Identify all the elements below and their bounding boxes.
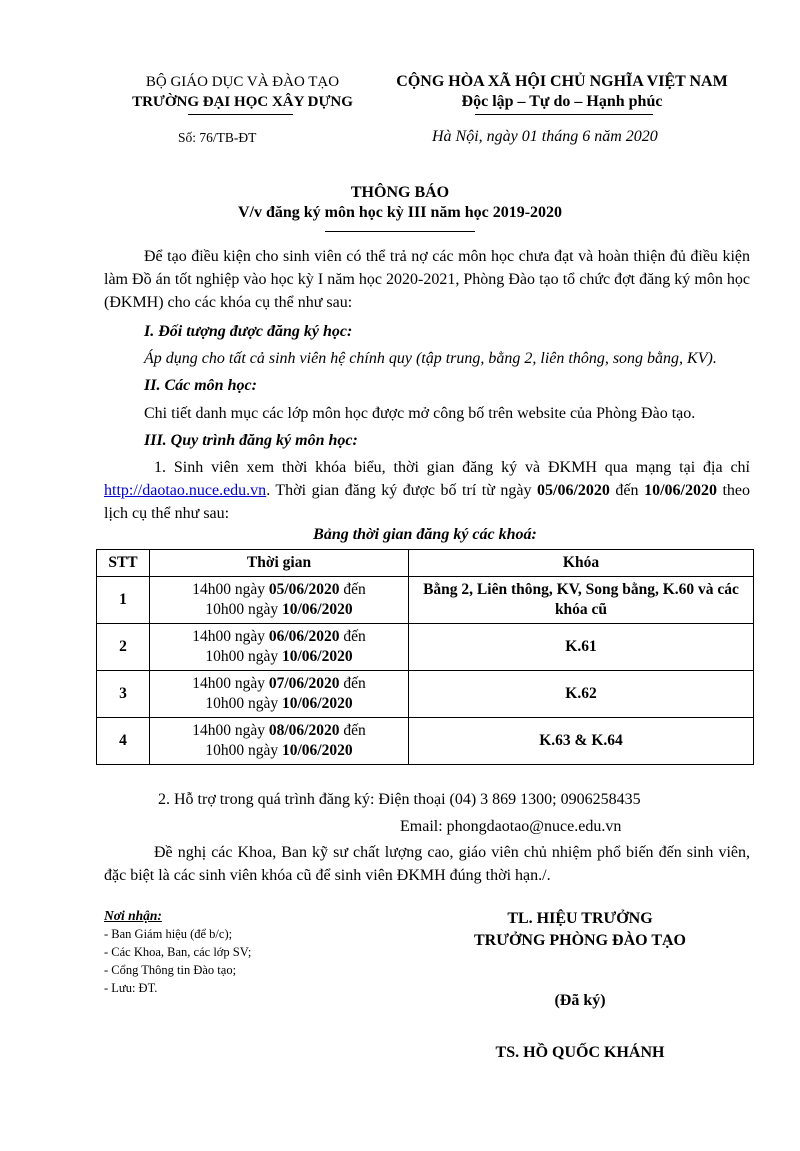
- notice-main-title: THÔNG BÁO: [350, 184, 450, 201]
- signature-title: [420, 908, 740, 952]
- closing-paragraph: Đề nghị các Khoa, Ban kỹ sư chất lượng cao, giáo viên chủ nhiệm phổ biến đến sinh viên, đặc biệt là các sinh viên khóa cũ để sinh viên ĐKMH đúng thời hạn./.: [104, 844, 750, 884]
- document-date: Hà Nội, ngày 01 tháng 6 năm 2020: [432, 128, 658, 145]
- row-stt: 4: [97, 718, 150, 765]
- time-end-date: 10/06/2020: [282, 695, 353, 712]
- step-1-text-a: 1. Sinh viên xem thời khóa biểu, thời gian đăng ký và ĐKMH qua mạng tại địa chỉ: [154, 459, 750, 476]
- start-date: 05/06/2020: [537, 482, 610, 499]
- recipient-item: - Các Khoa, Ban, các lớp SV;: [104, 945, 252, 959]
- support-email: Email: phongdaotao@nuce.edu.vn: [400, 818, 622, 835]
- notice-subject: V/v đăng ký môn học kỳ III năm học 2019-2020: [237, 204, 563, 221]
- time-end-date: 10/06/2020: [282, 601, 353, 618]
- section-2-text: Chi tiết danh mục các lớp môn học được mở công bố trên website của Phòng Đào tạo.: [144, 405, 696, 422]
- time-start-label: 14h00 ngày: [192, 722, 269, 739]
- end-date: 10/06/2020: [644, 482, 717, 499]
- row-stt: 1: [97, 577, 150, 624]
- section-3-heading: III. Quy trình đăng ký môn học:: [144, 432, 358, 449]
- time-end-label: 10h00 ngày: [205, 601, 282, 618]
- document-number: Số: 76/TB-ĐT: [178, 130, 257, 145]
- time-start-label: 14h00 ngày: [192, 581, 269, 598]
- header-stt: STT: [97, 550, 150, 577]
- step-1-text-d: theo lịch cụ thể như sau:: [104, 482, 751, 522]
- step-1-paragraph: [104, 456, 750, 525]
- notice-title: [130, 183, 670, 223]
- time-end-label: 10h00 ngày: [205, 648, 282, 665]
- row-time: [150, 577, 409, 624]
- time-end-date: 10/06/2020: [282, 742, 353, 759]
- table-caption: Bảng thời gian đăng ký các khoá:: [313, 526, 537, 543]
- row-stt: 3: [97, 671, 150, 718]
- step-1-text-c: đến: [609, 482, 639, 499]
- university-name: TRƯỜNG ĐẠI HỌC XÂY DỰNG: [132, 94, 353, 110]
- recipient-item: - Lưu: ĐT.: [104, 981, 158, 995]
- recipient-item: - Ban Giám hiệu (để b/c);: [104, 927, 233, 941]
- time-start-date: 06/06/2020: [268, 628, 340, 645]
- issuer-block: [100, 72, 385, 112]
- time-end-label: 10h00 ngày: [205, 695, 282, 712]
- country-name: CỘNG HÒA XÃ HỘI CHỦ NGHĨA VIỆT NAM: [396, 73, 728, 90]
- row-course: Bằng 2, Liên thông, KV, Song bằng, K.60 và các khóa cũ: [409, 577, 754, 624]
- signed-note: (Đã ký): [554, 992, 606, 1009]
- row-time: [150, 624, 409, 671]
- time-end-label: 10h00 ngày: [205, 742, 282, 759]
- registration-link[interactable]: http://daotao.nuce.edu.vn: [104, 482, 267, 499]
- table-row: [97, 718, 754, 765]
- table-row: [97, 671, 754, 718]
- title-underline: [325, 231, 475, 232]
- section-2-heading: II. Các môn học:: [144, 377, 257, 394]
- motto-underline: [475, 114, 653, 115]
- intro-paragraph: Để tạo điều kiện cho sinh viên có thể trả nợ các môn học chưa đạt và hoàn thiện đủ điều kiện làm Đồ án tốt nghiệp vào học kỳ I năm học 2020-2021, Phòng Đào tạo tổ chức đợt đăng ký môn học (ĐKMH) cho các khóa cụ thể như sau:: [104, 248, 750, 311]
- national-header: [372, 72, 752, 112]
- row-time: [150, 671, 409, 718]
- header-course: Khóa: [409, 550, 754, 577]
- row-stt: 2: [97, 624, 150, 671]
- time-start-date: 07/06/2020: [268, 675, 340, 692]
- issuer-underline: [188, 114, 293, 115]
- time-connector: đến: [339, 628, 366, 645]
- recipient-item: - Cổng Thông tin Đào tạo;: [104, 963, 237, 977]
- table-header-row: [97, 550, 754, 577]
- step-1-text-b: . Thời gian đăng ký được bố trí từ ngày: [266, 482, 538, 499]
- time-connector: đến: [339, 722, 366, 739]
- time-connector: đến: [339, 581, 366, 598]
- time-start-label: 14h00 ngày: [192, 628, 269, 645]
- row-time: [150, 718, 409, 765]
- table-row: [97, 624, 754, 671]
- time-start-label: 14h00 ngày: [192, 675, 269, 692]
- time-start-date: 05/06/2020: [268, 581, 340, 598]
- section-1-heading: I. Đối tượng được đăng ký học:: [144, 323, 353, 340]
- signature-line-1: TL. HIỆU TRƯỞNG: [507, 910, 653, 927]
- recipients-heading: Nơi nhận:: [104, 908, 162, 923]
- registration-schedule-table: [96, 549, 754, 765]
- row-course: K.63 & K.64: [409, 718, 754, 765]
- time-start-date: 08/06/2020: [268, 722, 340, 739]
- signature-line-2: TRƯỞNG PHÒNG ĐÀO TẠO: [473, 932, 686, 949]
- recipients-block: [104, 907, 251, 997]
- support-phone: 2. Hỗ trợ trong quá trình đăng ký: Điện thoại (04) 3 869 1300; 0906258435: [158, 791, 641, 808]
- table-row: [97, 577, 754, 624]
- section-1-text: Áp dụng cho tất cả sinh viên hệ chính quy (tập trung, bằng 2, liên thông, song bằng, KV).: [144, 350, 717, 367]
- time-connector: đến: [339, 675, 366, 692]
- time-end-date: 10/06/2020: [282, 648, 353, 665]
- ministry-name: BỘ GIÁO DỤC VÀ ĐÀO TẠO: [145, 74, 340, 90]
- national-motto: Độc lập – Tự do – Hạnh phúc: [461, 93, 663, 110]
- header-time: Thời gian: [150, 550, 409, 577]
- row-course: K.61: [409, 624, 754, 671]
- signer-name: TS. HỒ QUỐC KHÁNH: [495, 1044, 665, 1061]
- row-course: K.62: [409, 671, 754, 718]
